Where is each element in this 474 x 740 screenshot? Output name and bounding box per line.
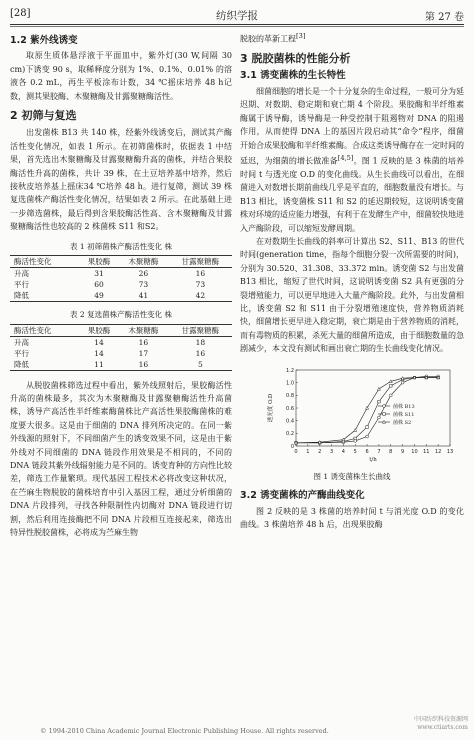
x-tick-label: 1 — [306, 448, 310, 455]
data-point — [383, 404, 386, 407]
table-cell: 降低 — [14, 359, 29, 369]
section-3-1-paragraph-2: 在对数期生长曲线的斜率可计算出 S2、S11、B13 的世代时间(generation time，指每个细胞分裂一次所需要的时间)，分别为 30.520、31.308、33.372 min。诱变菌 S2 与出发菌 B13 相比，缩短了世代时间，这说明诱变菌 S2 具有更强的分裂增殖能力，可以更早地进入大量产酶阶段。此外，与出发菌相比，诱变菌 S2 和 S11 由于分裂增殖速度快，营养物质消耗快，细菌增长更早进入稳定期，衰亡期是由于营养物质的消耗，而有毒物质的积累，杀死大量的细菌所造成，由于细胞数量的急剧减少，本文没有测试和画出衰亡期的生长曲线变化情况。 — [240, 237, 465, 354]
table-header: 酶活性变化 — [14, 325, 52, 335]
table-1-caption: 表 1 初筛菌株产酶活性变化 株 — [70, 241, 172, 251]
x-tick-label: 12 — [434, 448, 442, 455]
page-header — [10, 8, 464, 24]
section-3-title: 3 脱胶菌株的性能分析 — [240, 52, 351, 66]
table-header: 甘露聚糖酶 — [181, 257, 220, 267]
table-cell: 16 — [195, 348, 206, 358]
data-point — [354, 428, 357, 431]
table-cell: 14 — [94, 348, 104, 358]
x-tick-label: 9 — [401, 448, 405, 455]
data-point — [354, 439, 357, 442]
section-3-1-title: 3.1 诱变菌株的生长特性 — [240, 70, 346, 82]
table-cell: 60 — [94, 280, 104, 290]
data-point — [389, 394, 392, 397]
y-tick-label: 1.2 — [286, 367, 294, 374]
section-1-2-paragraph: 取原生质体悬浮液于平面皿中，紫外灯(30 W,间隔 30 cm)下诱变 90 s，取稀释度分别为 1%、0.1%、0.01% 的溶液各 0.2 mL，再生平板涂布计数，34 ℃摇床培养 48 h记数，测其果胶酶、木聚糖酶及甘露聚糖酶活性。 — [10, 51, 232, 101]
table-cell: 31 — [94, 269, 104, 279]
chart-series — [295, 375, 440, 444]
table-header: 果胶酶 — [87, 257, 111, 267]
figure-1-caption: 图 1 诱变菌株生长曲线 — [313, 472, 391, 482]
table-cell: 73 — [195, 280, 206, 290]
page-number: [28] — [10, 8, 31, 19]
table-cell: 升高 — [14, 269, 29, 279]
plot-frame — [296, 370, 450, 446]
citation: [4,5] — [337, 153, 354, 162]
legend-entry: 菌株 S2 — [393, 419, 412, 426]
right-column — [240, 30, 464, 532]
data-point — [366, 425, 369, 428]
table-cell: 降低 — [14, 291, 29, 301]
data-point — [378, 400, 381, 403]
x-tick-label: 8 — [389, 448, 393, 455]
table-cell: 73 — [138, 280, 149, 290]
table-row — [10, 279, 232, 290]
section-1-2-title: 1.2 紫外线诱变 — [10, 35, 78, 46]
legend-entry: 菌株 B13 — [393, 403, 415, 410]
data-point — [383, 412, 386, 415]
x-tick-label: 2 — [318, 448, 322, 455]
x-tick-label: 0 — [294, 448, 298, 455]
table-row — [10, 268, 232, 280]
y-tick-label: 1.0 — [286, 380, 294, 387]
table-cell: 16 — [195, 269, 206, 279]
table-header: 酶活性变化 — [14, 257, 52, 267]
legend-entry: 菌株 S11 — [393, 411, 415, 418]
paragraph-text: 。图 1 反映的是 3 株菌的培养时间 t 与透光度 O.D 的变化曲线。从生长曲线可以看出，在细菌进入对数增长期前曲线几乎是平直的，细胞数量没有增长。与 B13 相比，诱变菌株 S11 和 S2 的延迟期较短，这说明诱变菌株对环境的适应能力增强，有利于在发酵生产中，细菌较快地进入产酶阶段，可以缩短发酵周期。 — [240, 156, 464, 233]
table-2 — [10, 324, 232, 371]
data-point — [354, 437, 357, 440]
chart-legend — [378, 402, 415, 425]
data-point — [389, 384, 392, 387]
y-tick-label: 0 — [290, 443, 294, 450]
chart-axes — [266, 367, 453, 462]
table-cell: 16 — [138, 359, 149, 369]
y-axis-label: 透光度 O.D — [268, 393, 274, 422]
watermark-en: www.ctiarts.com — [417, 724, 468, 731]
y-tick-label: 0.6 — [286, 405, 294, 412]
section-2-paragraph-1: 出发菌株 B13 共 140 株，经紫外线诱变后，测试其产酶活性变化情况，如表 1 所示。在初筛菌株时，依据表 1 中结果，首先选出木聚糖酶及甘露聚糖酶升高的菌株，并结合果胶酶活性升高的菌株，共计 39 株，在土豆培养基中培养，然后接秋皮培养基上摇床34 ℃培养 48 h。进行复筛，测试 39 株复选菌株产酶活性变化情况，结果如表 2 所示。在此基础上进一步筛选菌株，最后得到含果胶酶活性高、含木聚糖酶及甘露聚糖酶活性也较高的 2 株菌株 S11 和S2。 — [10, 128, 232, 232]
table-cell: 18 — [195, 337, 206, 347]
section-3-1-paragraph-1 — [240, 85, 464, 235]
section-2-paragraph-2: 从脱胶菌株筛选过程中看出，紫外线照射后，果胶酶活性升高的菌株最多，其次为木聚糖酶及甘露聚糖酶活性升高菌株，诱导产高活性半纤维素酶菌株比产高活性果胶酶菌株的难度要大很多。这是由于细菌的 DNA 排列所决定的。在同一紫外线源的照射下，不同细菌产生的诱变效果不同，这是由于紫外线对不同细菌的 DNA 链段作用效果是不相同的，不同的 DNA 链段其紫外线辐射能力是不同的。诱变育种的方向性比较差，筛选工作量繁琐。现代基因工程技术必将改变这种状况，在苎麻生物脱胶的菌株培育中引入基因工程，通过分析细菌的 DNA 片段排列，寻找各种限制性内切酶对 DNA 链段进行切割，然后利用连接酶把不同 DNA 片段相互连接起来，筛选出特异性脱胶菌株，必将成为苎麻生物 — [10, 380, 232, 537]
table-row — [10, 336, 232, 348]
data-point — [378, 416, 381, 419]
table-row — [10, 290, 232, 302]
watermark-cn: 中国纺织科技资源网 — [413, 716, 468, 723]
x-axis-label: t/h — [369, 456, 377, 463]
data-point — [377, 387, 380, 390]
y-tick-label: 0.2 — [286, 430, 294, 437]
table-cell: 16 — [138, 337, 149, 347]
data-point — [401, 381, 404, 384]
volume-label: 第 27 卷 — [424, 12, 464, 23]
continued-text-body: 脱胶的革新工程 — [240, 34, 296, 44]
left-column — [10, 30, 232, 539]
table-1 — [10, 255, 232, 302]
x-tick-label: 6 — [365, 448, 369, 455]
x-tick-label: 3 — [329, 448, 334, 455]
data-point — [366, 435, 369, 438]
table-cell: 平行 — [14, 348, 29, 358]
series-line — [296, 377, 438, 442]
section-3-2-title: 3.2 诱变菌株的产酶曲线变化 — [240, 490, 365, 502]
series-line — [296, 376, 438, 443]
table-cell: 41 — [138, 291, 149, 301]
x-tick-label: 4 — [341, 448, 345, 455]
x-tick-label: 11 — [423, 448, 430, 455]
copyright-footer: © 1994-2010 China Academic Journal Electronic Publishing House. All rights reserved. — [40, 727, 329, 735]
table-header: 木聚糖酶 — [128, 257, 159, 267]
table-cell: 14 — [94, 337, 104, 347]
series-line — [296, 377, 438, 442]
y-tick-label: 0.8 — [286, 392, 294, 399]
x-tick-label: 5 — [353, 448, 357, 455]
section-3-2-paragraph: 图 2 反映的是 3 株菌的培养时间 t 与消光度 O.D 的变化曲线。3 株菌培养 48 h 后，出现果胶酶 — [240, 506, 464, 530]
continued-text — [240, 30, 464, 46]
header-rule-thin — [10, 26, 464, 27]
growth-curve-chart — [260, 364, 460, 464]
table-cell: 5 — [197, 359, 203, 369]
table-cell: 17 — [138, 348, 149, 358]
table-header: 果胶酶 — [87, 325, 111, 335]
table-header: 甘露聚糖酶 — [181, 325, 220, 335]
table-header-row — [10, 324, 232, 336]
table-cell: 49 — [94, 291, 104, 301]
section-2-title: 2 初筛与复选 — [10, 109, 77, 123]
table-2-caption: 表 2 复选菌株产酶活性变化 株 — [70, 310, 172, 320]
table-header: 木聚糖酶 — [128, 325, 159, 335]
table-cell: 42 — [195, 291, 206, 301]
table-cell: 升高 — [14, 337, 29, 347]
x-tick-label: 7 — [377, 448, 381, 455]
table-header-row — [10, 256, 232, 268]
table-row — [10, 359, 232, 371]
table-cell: 平行 — [14, 280, 29, 290]
x-tick-label: 13 — [446, 448, 454, 455]
paragraph-text: 细菌细胞的增长是一个十分复杂的生命过程，一般可分为延迟期、对数期、稳定期和衰亡期 4 个阶段。果胶酶和半纤维素酶属于诱导酶，诱导酶是一种受控制于阻遏物对 DNA 的阻遏作用，从而使得 DNA 上的基因片段启动其“命令”程序，细菌开始合成果胶酶和半纤维素酶。合成这类诱导酶存在一定时间的延迟，为细菌的增长做准备 — [240, 86, 464, 166]
x-tick-label: 10 — [411, 448, 418, 455]
table-cell: 26 — [138, 269, 149, 279]
header-rule — [10, 24, 464, 25]
y-tick-label: 0.4 — [286, 418, 294, 425]
journal-name: 纺织学报 — [216, 10, 258, 22]
table-cell: 11 — [94, 359, 104, 369]
citation: [3] — [296, 32, 306, 40]
site-watermark — [414, 716, 468, 732]
table-row — [10, 348, 232, 359]
